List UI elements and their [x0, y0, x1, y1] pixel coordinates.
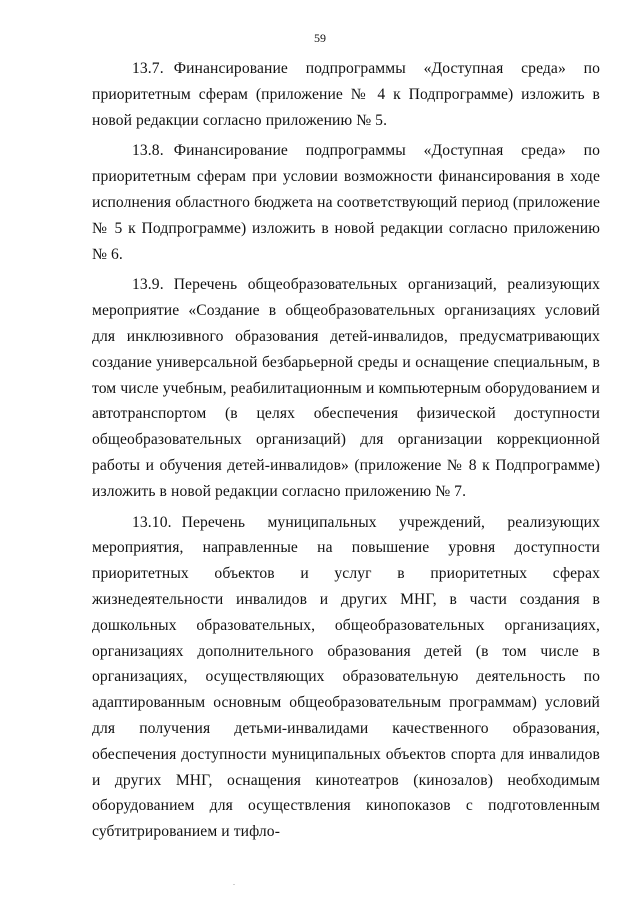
scan-speck — [233, 884, 235, 885]
paragraph-number: 13.8. — [132, 142, 164, 160]
paragraph-number: 13.10. — [132, 513, 172, 531]
paragraph-number: 13.7. — [132, 60, 164, 77]
page-number: 59 — [314, 31, 326, 45]
paragraph-text: Перечень муниципальных учреждений, реализующих мероприятия, направленные на повышение уровня доступности приоритетных объектов и услуг в приоритетных сферах жизнедеятельности инвалидов и других МНГ, в части создания в дошкольных образовательных, общеобразовательных организациях, организациях дополнительного образования детей (в том числе в организациях, осуществляющих образовательную деятельность по адаптированным основным общеобразовательным программам) условий для получения детьми-инвалидами качественного образования, обеспечения доступности муниципальных объектов спорта для инвалидов и других МНГ, оснащения кинотеатров (кинозалов) необходимым оборудованием для осуществления кинопоказов с подготовленным субтитрированием и тифло- — [92, 513, 600, 841]
paragraph-13-10 — [92, 510, 600, 845]
paragraph-13-9 — [92, 272, 600, 504]
document-body — [92, 56, 600, 850]
paragraph-number: 13.9. — [132, 276, 164, 294]
paragraph-text: Перечень общеобразовательных организаций, реализующих мероприятие «Создание в общеобразовательных организациях условий для инклюзивного образования детей-инвалидов, предусматривающих создание универсальной безбарьерной среды и оснащение специальным, в том числе учебным, реабилитационным и компьютерным оборудованием и автотранспортом (в целях обеспечения физической доступности общеобразовательных организаций) для организации коррекционной работы и обучения детей-инвалидов» (приложение № 8 к Подпрограмме) изложить в новой редакции согласно приложению № 7. — [92, 276, 600, 500]
paragraph-13-7 — [92, 56, 600, 133]
paragraph-13-8 — [92, 138, 600, 267]
paragraph-text: Финансирование подпрограммы «Доступная среда» по приоритетным сферам (приложение № 4 к Подпрограмме) изложить в новой редакции согласно приложению № 5. — [92, 60, 600, 129]
paragraph-text: Финансирование подпрограммы «Доступная среда» по приоритетным сферам при условии возможности финансирования в ходе исполнения областного бюджета на соответствующий период (приложение № 5 к Подпрограмме) изложить в новой редакции согласно приложению № 6. — [92, 142, 600, 263]
